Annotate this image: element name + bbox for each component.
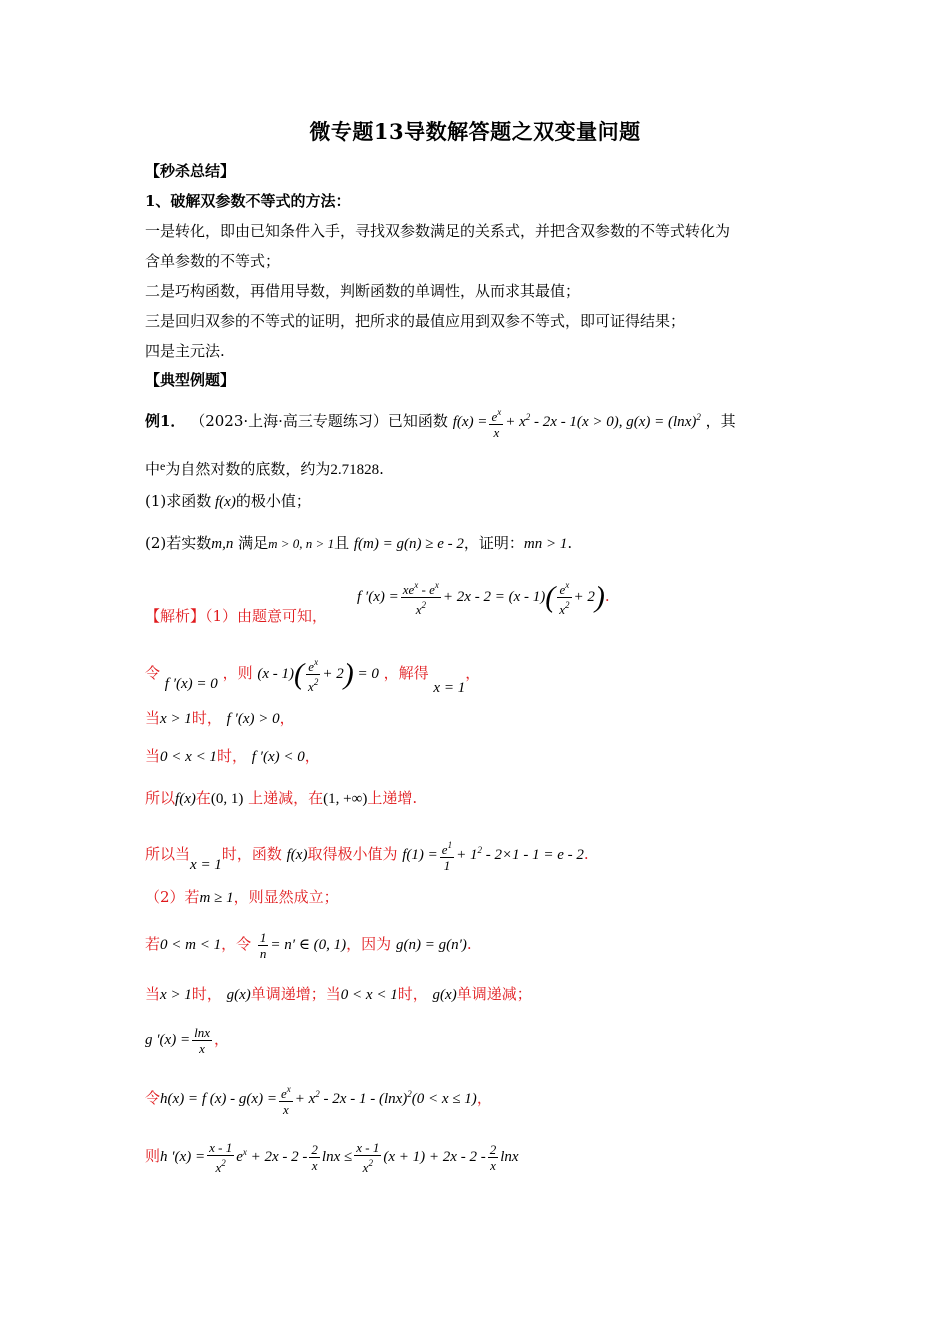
formula-condition: f(m) = g(n) ≥ e - 2 <box>353 536 464 552</box>
example1-line2: 中$^e$为自然对数的底数，约为2.71828. <box>145 459 384 478</box>
solution-line-3: 当x > 1时， f ′(x) > 0， <box>145 709 295 727</box>
solution-line-10: g ′(x) = $\frac{\ln x}{x}$ ， <box>145 1025 229 1056</box>
examples-heading: 【典型例题】 <box>145 371 236 389</box>
method-line-3: 二是巧构函数，再借用导数，判断函数的单调性，从而求其最值； <box>145 282 581 300</box>
formula-f-derivative: f ′(x) = $\frac{xe^x - e^x}{x^2}$ + 2x - 2 = (x - 1)( $\frac{e^x}{x^2}$ + 2). <box>357 580 610 617</box>
e-symbol: e <box>160 459 166 473</box>
solution-label: 【解析】（1）由题意可知， <box>145 607 328 625</box>
solution-line-9: 当x > 1时， g(x)单调递增；当0 < x < 1时， g(x)单调递减； <box>145 985 532 1003</box>
solution-line-7: （2）若m ≥ 1，则显然成立； <box>145 888 339 906</box>
solution-line-6: 所以当x = 1时，函数 f(x)取得极小值为 f(1) = $\frac{e^1}{1}$ + $1^2 - 2\times 1 - 1 = e - 2$. <box>145 840 589 873</box>
example1-line <box>145 405 736 440</box>
formula-fx: f(x) <box>211 494 236 510</box>
method-line-1: 一是转化，即由已知条件入手，寻找双参数满足的关系式，并把含双参数的不等式转化为 <box>145 222 731 240</box>
summary-heading: 【秒杀总结】 <box>145 162 236 180</box>
method-line-4: 三是回归双参的不等式的证明，把所求的最值应用到双参不等式，即可证得结果； <box>145 312 686 330</box>
example-source: （2023·上海·高三专题练习）已知函数 <box>190 411 448 430</box>
example-tail: ，其 <box>705 411 736 430</box>
solution-line-5: 所以f(x)在(0, 1) 上递减，在(1, +∞)上递增. <box>145 789 418 807</box>
solution-line-12: 则h ′(x) = $\frac{x - 1}{x^2}$ $e^x + 2x - 2$ - $\frac{2}{x}$ lnx ≤ $\frac{x - 1}{x^2}$ (x + 1) + 2x - 2 - $\frac{2}{x}$ lnx <box>145 1140 519 1175</box>
solution-line-11: 令h(x) = f (x) - g(x) = $\frac{e^x}{x}$ + $x^2 - 2x - 1 - (\ln x)^2(0 < x \le 1)$， <box>145 1084 492 1117</box>
page-title: 微专题13导数解答题之双变量问题 <box>309 119 641 144</box>
example-label: 例1． <box>145 411 186 430</box>
formula-claim: mn > 1 <box>523 536 568 552</box>
method-heading: 1、破解双参数不等式的方法： <box>145 192 351 210</box>
solution-line-4: 当0 < x < 1时， f ′(x) < 0， <box>145 747 320 765</box>
question-1: (1)求函数 f(x)的极小值； <box>145 492 311 510</box>
question-2: (2)若实数m,n 满足m > 0, n > 1且 f(m) = g(n) ≥ e - 2，证明：mn > 1. <box>145 534 573 552</box>
solution-line-2: 令 f ′(x) = 0 ，则 (x - 1)( $\frac{e^x}{x^2}$ + 2) = 0 ，解得 x = 1， <box>145 657 481 696</box>
solution-line-8: 若0 < m < 1，令 $\frac{1}{n}$ = n′ ∈ (0, 1)，因为 g(n) = g(n′). <box>145 930 472 961</box>
method-line-2: 含单参数的不等式； <box>145 252 281 270</box>
formula-f-definition: f(x) = $\frac{e^x}{x}$ + $x^2 - 2x - 1(x > 0)$, $g(x) = (\ln x)^2$ <box>452 407 701 440</box>
e-value: 2.71828 <box>330 462 380 478</box>
method-line-5: 四是主元法. <box>145 342 225 360</box>
